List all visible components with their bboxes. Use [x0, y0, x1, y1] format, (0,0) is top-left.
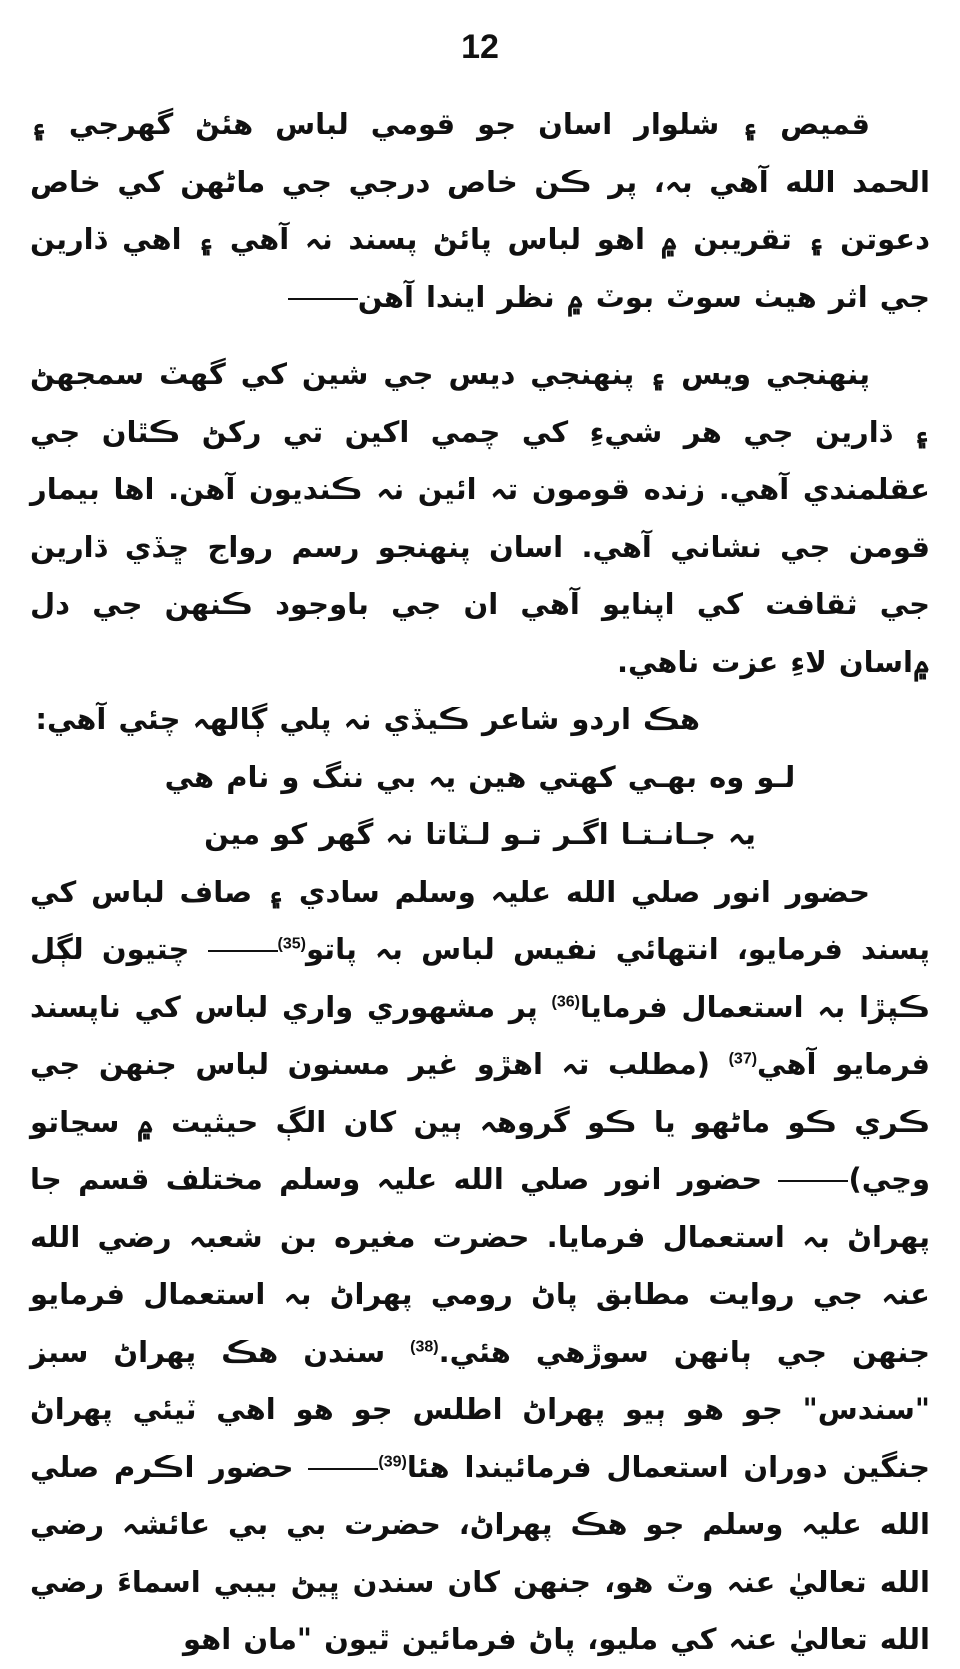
paragraph-text: حضور اڪرم صلي الله عليہ وسلم جو هڪ پهراڻ، حضرت بي بي عائشہ رضي الله تعاليٰ عنہ وٽ هو، جنهن کان سندن ڀيڻ بيبي اسماءَ رضي الله تعاليٰ عنہ کي مليو، پاڻ فرمائين ٿيون "مان اهو [30, 1449, 930, 1656]
paragraph-text: حضور انور صلي الله عليہ وسلم مختلف قسم جا پهراڻ بہ استعمال فرمايا. حضرت مغيره بن شعبہ رضي الله عنہ جي روايت مطابق پاڻ رومي پهراڻ بہ استعمال فرمايو جنهن جي ٻانهن سوڙهي هئي. [30, 1162, 930, 1369]
paragraph-text: قميص ۽ شلوار اسان جو قومي لباس هئڻ گهرجي ۽ الحمد الله آهي بہ، پر ڪن خاص درجي جي ماڻهن کي خاص دعوتن ۽ تقريبن ۾ اهو لباس پائڻ پسند نہ آهي ۽ اهي ڌارين جي اثر هيٺ سوٽ بوٽ ۾ نظر ايندا آهن [30, 107, 930, 314]
paragraph-text: پر مشهوري واري لباس کي ناپسند فرمايو آهي [30, 989, 930, 1081]
body-text [30, 96, 930, 1669]
page-number: 12 [461, 28, 499, 66]
footnote-ref: (35) [277, 935, 306, 953]
poem-line: يہ جـانـتـا اگـر تـو لـٽاتا نہ گهر كو مين [204, 817, 756, 851]
footnote-ref: (38) [410, 1337, 439, 1355]
paragraph-text: حضور انور صلي الله عليہ وسلم سادي ۽ صاف لباس کي پسند فرمايو، انتهائي نفيس لباس بہ پاتو [30, 874, 930, 966]
poem-intro: هڪ اردو شاعر ڪيڏي نہ پلي ڳالهہ چئي آهي: [35, 702, 700, 736]
paragraph: پنهنجي ويس ۽ پنهنجي ديس جي شين کي گهٽ سمجهڻ ۽ ڌارين جي هر شيءِ کي چمي اکين تي رکڻ ڪٿان جي عقلمندي آهي. زنده قومون تہ ائين نہ ڪنديون آهن. اها بيمار قومن جي نشاني آهي. اسان پنهنجو رسم رواج ڇڏي ڌارين جي ثقافت کي اپنايو آهي ان جي باوجود ڪنهن جي دل ۾اسان لاءِ عزت ناهي. [30, 357, 930, 679]
em-dash [208, 950, 278, 952]
paragraph-text: چتيون لڳل ڪپڙا بہ استعمال فرمايا [30, 932, 930, 1024]
paragraph [30, 864, 930, 1669]
paragraph [30, 96, 930, 326]
footnote-ref: (37) [728, 1050, 758, 1068]
footnote-ref: (36) [551, 992, 580, 1010]
em-dash [288, 298, 358, 300]
em-dash [778, 1180, 848, 1182]
poem-line: لـو وه بهـي كهتي هين يہ بي ننگ و نام هي [164, 759, 796, 794]
paragraph-text: (مطلب تہ اهڙو غير مسنون لباس جنهن جي ڪري ڪو ماڻهو يا ڪو گروهہ ٻين کان الڳ حيثيت ۾ سڃاتو وڃي) [30, 1047, 930, 1196]
paragraph-text: سندن هڪ پهراڻ سبز "سندس" جو هو ٻيو پهراڻ اطلس جو هو اهي ٽيئي پهراڻ جنگين دوران استعمال فرمائيندا هئا [30, 1334, 930, 1484]
em-dash [308, 1468, 378, 1470]
footnote-ref: (39) [378, 1452, 407, 1470]
